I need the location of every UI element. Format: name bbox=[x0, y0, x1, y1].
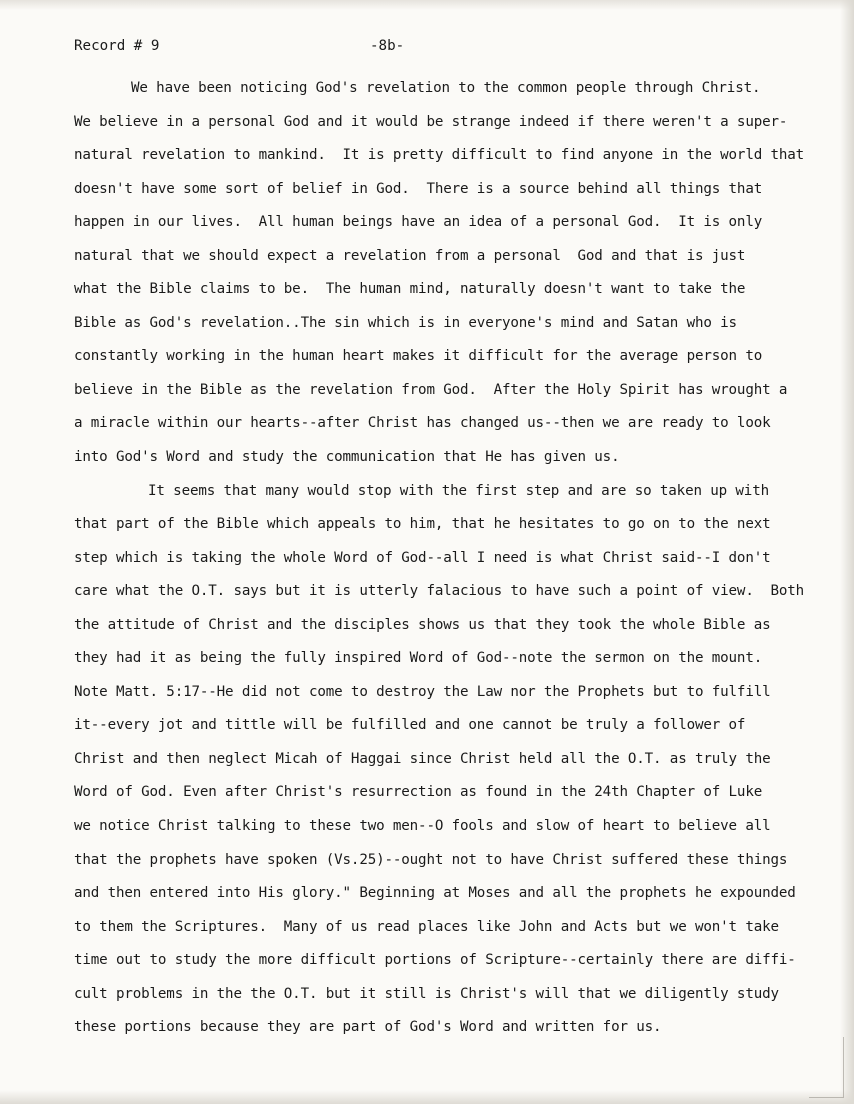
text-line: doesn't have some sort of belief in God. There is a source behind all things that bbox=[74, 180, 763, 197]
scan-shadow-right bbox=[840, 0, 854, 1104]
text-line: Note Matt. 5:17--He did not come to destroy the Law nor the Prophets but to fulfill bbox=[74, 683, 771, 700]
text-line: time out to study the more difficult portions of Scripture--certainly there are diffi- bbox=[74, 952, 796, 969]
text-line: natural that we should expect a revelation from a personal God and that is just bbox=[74, 247, 746, 264]
body-text bbox=[74, 72, 814, 1045]
scan-shadow-top bbox=[0, 0, 854, 10]
text-line: that the prophets have spoken (Vs.25)--ought not to have Christ suffered these things bbox=[74, 851, 788, 868]
text-line: these portions because they are part of God's Word and written for us. bbox=[74, 1019, 662, 1036]
text-line: Christ and then neglect Micah of Haggai since Christ held all the O.T. as truly the bbox=[74, 750, 771, 767]
text-line: and then entered into His glory." Beginning at Moses and all the prophets he expounded bbox=[74, 885, 796, 902]
record-label: Record # 9 bbox=[74, 38, 160, 54]
text-line: believe in the Bible as the revelation from God. After the Holy Spirit has wrought a bbox=[74, 381, 788, 398]
text-line: the attitude of Christ and the disciples shows us that they took the whole Bible as bbox=[74, 616, 771, 633]
text-line: happen in our lives. All human beings have an idea of a personal God. It is only bbox=[74, 214, 763, 231]
text-line: step which is taking the whole Word of God--all I need is what Christ said--I don't bbox=[74, 549, 771, 566]
text-line: We have been noticing God's revelation to the common people through Christ. bbox=[131, 80, 761, 96]
page-number: -8b- bbox=[370, 38, 405, 54]
scan-shadow-bottom bbox=[0, 1090, 854, 1104]
text-line: constantly working in the human heart makes it difficult for the average person to bbox=[74, 348, 763, 365]
text-line: We believe in a personal God and it would be strange indeed if there weren't a super- bbox=[74, 113, 788, 130]
page-corner-fold bbox=[809, 1037, 844, 1098]
text-line: we notice Christ talking to these two men--O fools and slow of heart to believe all bbox=[74, 818, 771, 835]
text-line: It seems that many would stop with the first step and are so taken up with bbox=[148, 482, 769, 499]
text-line: that part of the Bible which appeals to him, that he hesitates to go on to the next bbox=[74, 516, 771, 533]
text-line: Bible as God's revelation..The sin which is in everyone's mind and Satan who is bbox=[74, 314, 737, 331]
text-line: it--every jot and tittle will be fulfilled and one cannot be truly a follower of bbox=[74, 717, 746, 734]
text-line: care what the O.T. says but it is utterly falacious to have such a point of view. Both bbox=[74, 583, 805, 600]
text-line: cult problems in the the O.T. but it still is Christ's will that we diligently study bbox=[74, 985, 779, 1002]
text-line: to them the Scriptures. Many of us read places like John and Acts but we won't take bbox=[74, 918, 779, 935]
page-header bbox=[74, 38, 794, 58]
text-line: Word of God. Even after Christ's resurrection as found in the 24th Chapter of Luke bbox=[74, 784, 763, 801]
text-line: what the Bible claims to be. The human mind, naturally doesn't want to take the bbox=[74, 281, 746, 298]
text-line: a miracle within our hearts--after Christ has changed us--then we are ready to look bbox=[74, 415, 771, 432]
text-line: natural revelation to mankind. It is pretty difficult to find anyone in the world that bbox=[74, 147, 805, 164]
text-line: into God's Word and study the communication that He has given us. bbox=[74, 449, 620, 466]
text-line: they had it as being the fully inspired Word of God--note the sermon on the mount. bbox=[74, 650, 763, 667]
